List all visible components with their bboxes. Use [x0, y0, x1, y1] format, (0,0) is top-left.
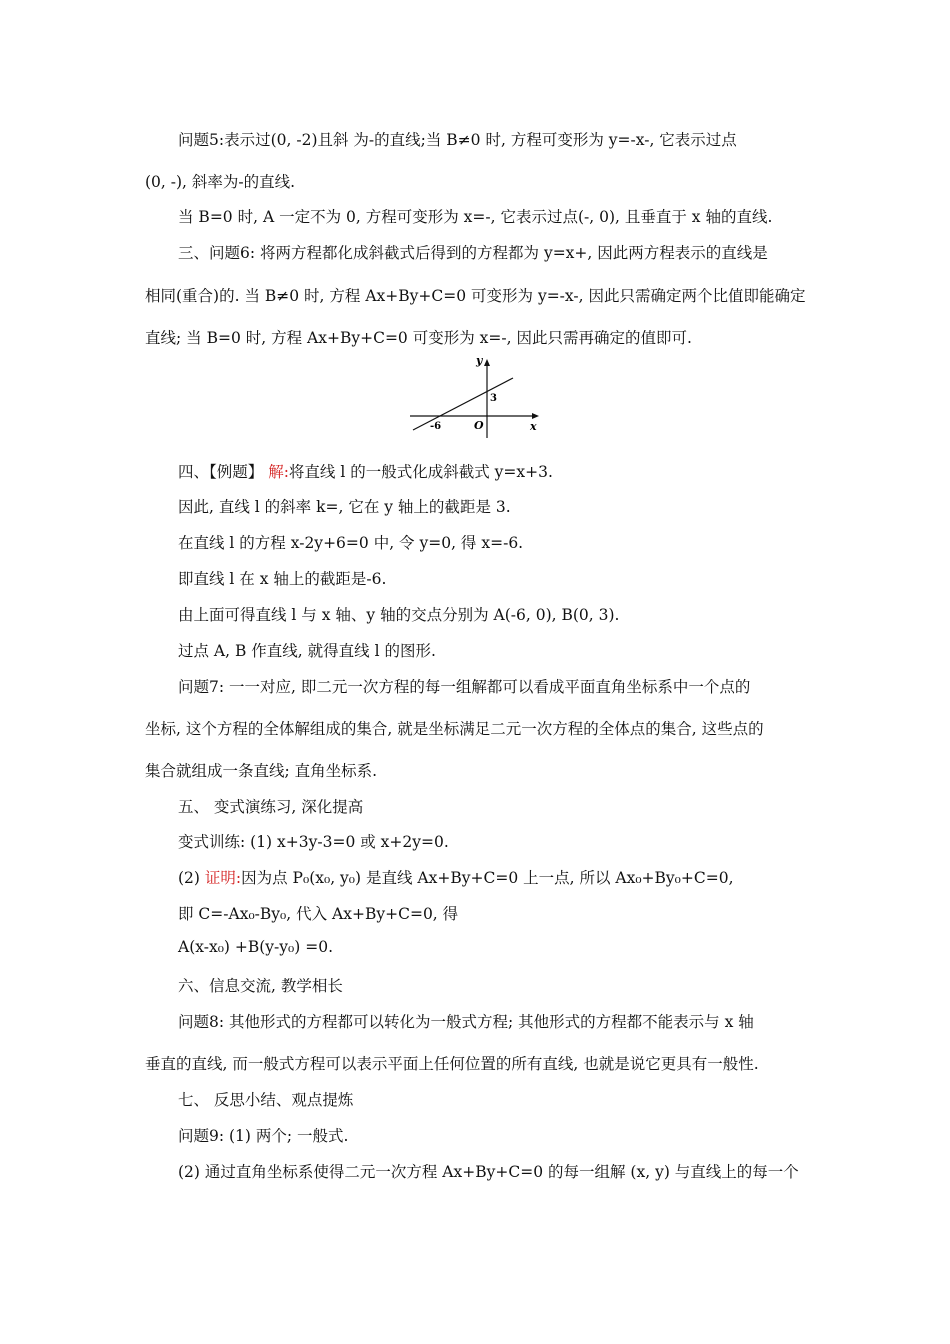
text-line: 在直线 l 的方程 x-2y+6=0 中, 令 y=0, 得 x=-6.	[178, 534, 524, 552]
proof-text: 因为点 P₀(x₀, y₀) 是直线 Ax+By+C=0 上一点, 所以 Ax₀+By₀+C=0,	[241, 869, 734, 887]
text-line: 相同(重合)的. 当 B≠0 时, 方程 Ax+By+C=0 可变形为 y=-x-, 因此只需确定两个比值即能确定	[145, 287, 806, 305]
section-heading: 六、信息交流, 教学相长	[178, 977, 343, 995]
proof-line	[178, 866, 734, 888]
x-axis-arrow-icon	[532, 413, 539, 419]
text-line: 垂直的直线, 而一般式方程可以表示平面上任何位置的所有直线, 也就是说它更具有一般性.	[145, 1055, 759, 1073]
solve-label: 解:	[268, 463, 289, 481]
example-text: 将直线 l 的一般式化成斜截式 y=x+3.	[288, 463, 553, 481]
text-line: 过点 A, B 作直线, 就得直线 l 的图形.	[178, 642, 436, 660]
x-intercept-label: -6	[430, 421, 442, 432]
proof-label: 证明:	[204, 869, 242, 887]
example-prefix: 四、【例题】	[178, 463, 269, 481]
x-axis-label: x	[530, 420, 537, 433]
text-line: 三、问题6: 将两方程都化成斜截式后得到的方程都为 y=x+, 因此两方程表示的直线是	[178, 244, 768, 262]
text-line: 问题7: 一一对应, 即二元一次方程的每一组解都可以看成平面直角坐标系中一个点的	[178, 678, 751, 696]
text-line: (2) 通过直角坐标系使得二元一次方程 Ax+By+C=0 的每一组解 (x, y) 与直线上的每一个	[178, 1163, 799, 1181]
text-line: 问题9: (1) 两个; 一般式.	[178, 1127, 349, 1145]
text-line: 变式训练: (1) x+3y-3=0 或 x+2y=0.	[178, 833, 449, 851]
coordinate-figure	[405, 350, 545, 440]
text-line: 即直线 l 在 x 轴上的截距是-6.	[178, 570, 387, 588]
text-line: A(x-x₀) +B(y-y₀) =0.	[178, 938, 334, 956]
text-line: 坐标, 这个方程的全体解组成的集合, 就是坐标满足二元一次方程的全体点的集合, 这些点的	[145, 720, 764, 738]
origin-label: O	[474, 419, 484, 432]
text-line: 问题5:表示过(0, -2)且斜 为-的直线;当 B≠0 时, 方程可变形为 y=-x-, 它表示过点	[178, 131, 737, 149]
section-heading: 五、 变式演练习, 深化提高	[178, 798, 364, 816]
text-line: 即 C=-Ax₀-By₀, 代入 Ax+By+C=0, 得	[178, 905, 459, 923]
line-l	[413, 378, 513, 430]
proof-prefix: (2)	[178, 869, 205, 887]
text-line: 因此, 直线 l 的斜率 k=, 它在 y 轴上的截距是 3.	[178, 498, 511, 516]
text-line: 直线; 当 B=0 时, 方程 Ax+By+C=0 可变形为 x=-, 因此只需再确定的值即可.	[145, 329, 692, 347]
text-line: 问题8: 其他形式的方程都可以转化为一般式方程; 其他形式的方程都不能表示与 x 轴	[178, 1013, 754, 1031]
text-line: 当 B=0 时, A 一定不为 0, 方程可变形为 x=-, 它表示过点(-, 0), 且垂直于 x 轴的直线.	[178, 208, 773, 226]
text-line: (0, -), 斜率为-的直线.	[145, 173, 296, 191]
section-heading: 七、 反思小结、观点提炼	[178, 1091, 354, 1109]
y-intercept-label: 3	[490, 393, 497, 404]
example-line	[178, 460, 553, 482]
y-axis-arrow-icon	[484, 359, 490, 366]
text-line: 集合就组成一条直线; 直角坐标系.	[145, 762, 378, 780]
y-axis-label: y	[476, 354, 483, 367]
text-line: 由上面可得直线 l 与 x 轴、y 轴的交点分别为 A(-6, 0), B(0, 3).	[178, 606, 620, 624]
